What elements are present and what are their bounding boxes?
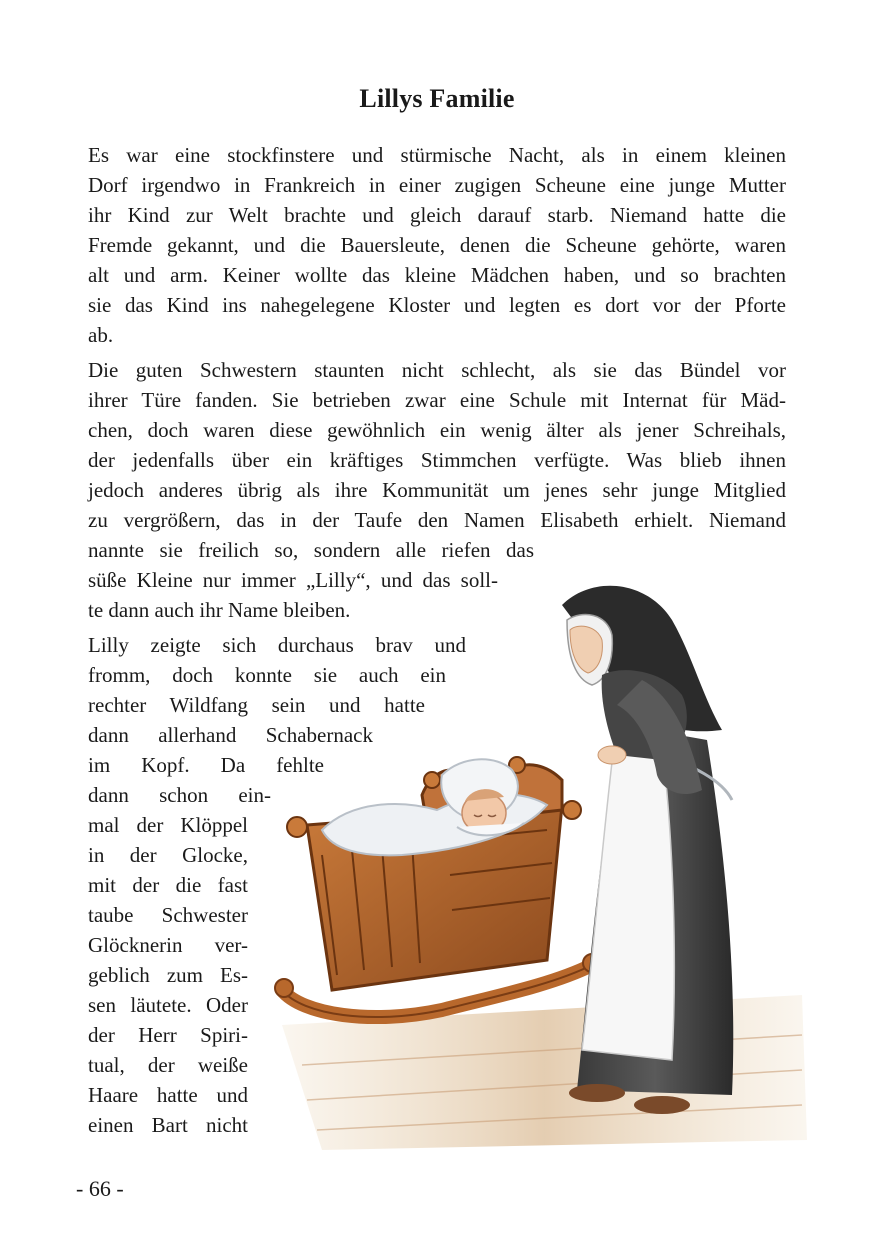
text-line: Es war eine stockfinstere und stürmische Nacht, als in einem kleinen	[88, 143, 786, 167]
text-line: sie das Kind ins nahegelegene Kloster und legten es dort vor der Pforte	[88, 293, 786, 317]
text-line: in der Glocke,	[88, 843, 248, 867]
text-line: mit der die fast	[88, 873, 248, 897]
text-line: Glöcknerin ver-	[88, 933, 248, 957]
text-line: Fremde gekannt, und die Bauersleute, denen die Scheune gehörte, waren	[88, 233, 786, 257]
text-line: geblich zum Es-	[88, 963, 248, 987]
nun	[562, 586, 733, 1114]
text-line: Dorf irgendwo in Frankreich in einer zugigen Scheune eine junge Mutter	[88, 173, 786, 197]
nun-and-cradle-illustration	[262, 565, 822, 1165]
text-line: rechter Wildfang sein und hatte	[88, 693, 425, 717]
text-line: jedoch anderes übrig als ihre Kommunität um jenes sehr junge Mitglied	[88, 478, 786, 502]
text-line: im Kopf. Da fehlte	[88, 753, 324, 777]
text-line: nannte sie freilich so, sondern alle riefen das	[88, 538, 534, 562]
text-line: Die guten Schwestern staunten nicht schlecht, als sie das Bündel vor	[88, 358, 786, 382]
text-line: zu vergrößern, das in der Taufe den Namen Elisabeth erhielt. Niemand	[88, 508, 786, 532]
text-line: der jedenfalls über ein kräftiges Stimmchen verfügte. Was blieb ihnen	[88, 448, 786, 472]
text-line: ihrer Türe fanden. Sie betrieben zwar eine Schule mit Internat für Mäd-	[88, 388, 786, 412]
text-line: ihr Kind zur Welt brachte und gleich darauf starb. Niemand hatte die	[88, 203, 786, 227]
text-line: der Herr Spiri-	[88, 1023, 248, 1047]
text-line: mal der Klöppel	[88, 813, 248, 837]
text-line: süße Kleine nur immer „Lilly“, und das soll-	[88, 568, 498, 592]
text-line: te dann auch ihr Name bleiben.	[88, 598, 351, 622]
text-line: einen Bart nicht	[88, 1113, 248, 1137]
text-line: dann schon ein-	[88, 783, 271, 807]
text-line: sen läutete. Oder	[88, 993, 248, 1017]
chapter-title: Lillys Familie	[359, 84, 515, 113]
text-line: ab.	[88, 323, 114, 347]
text-line: Haare hatte und	[88, 1083, 248, 1107]
text-line: chen, doch waren diese gewöhnlich ein wenig älter als jener Schreihals,	[88, 418, 786, 442]
page-number: - 66 -	[76, 1176, 124, 1201]
text-line: Lilly zeigte sich durchaus brav und	[88, 633, 466, 657]
text-line: tual, der weiße	[88, 1053, 248, 1077]
text-line: alt und arm. Keiner wollte das kleine Mädchen haben, und so brachten	[88, 263, 786, 287]
text-line: taube Schwester	[88, 903, 248, 927]
text-line: fromm, doch konnte sie auch ein	[88, 663, 446, 687]
text-line: dann allerhand Schabernack	[88, 723, 373, 747]
cradle	[275, 757, 601, 1017]
